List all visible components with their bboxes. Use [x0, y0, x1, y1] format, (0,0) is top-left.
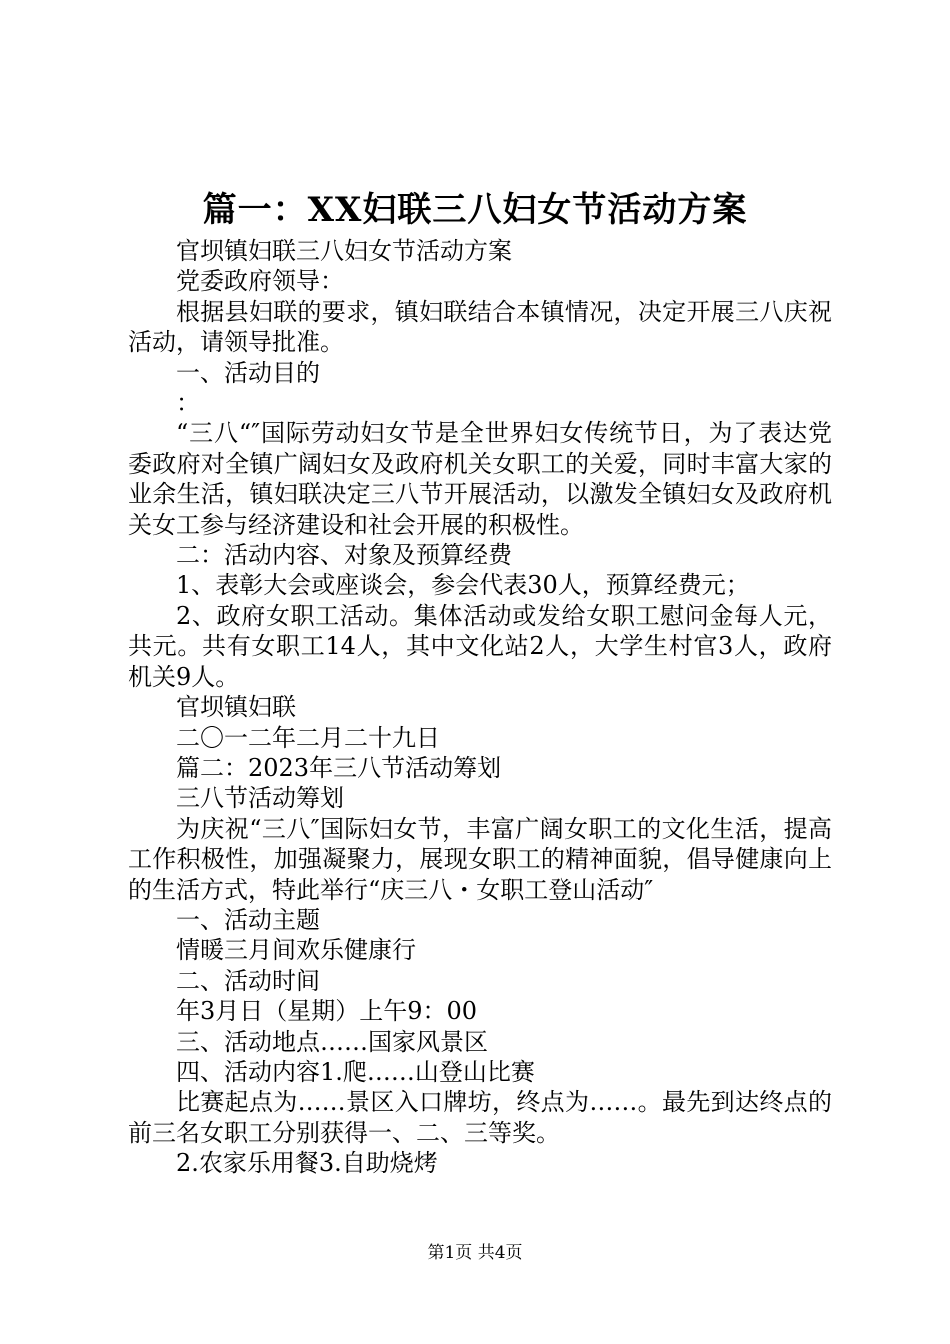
paragraph: 三八节活动筹划: [176, 784, 344, 813]
paragraph: 2、政府女职工活动。集体活动或发给女职工慰问金每人元，共元。共有女职工14人，其中文化站2人，大学生村官3人，政府机关9人。: [128, 601, 832, 691]
paragraph: “三八“″国际劳动妇女节是全世界妇女传统节日，为了表达党委政府对全镇广阔妇女及政府机关女职工的关爱，同时丰富大家的业余生活，镇妇联决定三八节开展活动，以激发全镇妇女及政府机关女工参与经济建设和社会开展的积极性。: [128, 419, 832, 539]
paragraph: 篇二：2023年三八节活动筹划: [176, 753, 502, 782]
paragraph: 为庆祝“三八″国际妇女节，丰富广阔女职工的文化生活，提高工作积极性，加强凝聚力，展现女职工的精神面貌，倡导健康向上的生活方式，特此举行“庆三八・女职工登山活动″: [128, 814, 832, 904]
document-title: 篇一：XX妇联三八妇女节活动方案: [202, 190, 748, 230]
paragraph: 官坝镇妇联: [176, 693, 296, 722]
paragraph: 一、活动目的: [176, 358, 320, 387]
paragraph: 根据县妇联的要求，镇妇联结合本镇情况，决定开展三八庆祝活动，请领导批准。: [128, 297, 832, 357]
paragraph: 党委政府领导：: [176, 267, 344, 296]
paragraph: 年3月日（星期）上午9：00: [176, 997, 478, 1026]
paragraph: 情暖三月间欢乐健康行: [176, 936, 416, 965]
paragraph: 2.农家乐用餐3.自助烧烤: [176, 1149, 438, 1178]
paragraph: 比赛起点为……景区入口牌坊，终点为……。最先到达终点的前三名女职工分别获得一、二、三等奖。: [128, 1088, 832, 1147]
document-body: [128, 236, 832, 1179]
paragraph: 三、活动地点……国家风景区: [176, 1027, 488, 1056]
paragraph: ：: [176, 389, 200, 418]
paragraph: 二〇一二年二月二十九日: [176, 723, 440, 752]
paragraph: 二：活动内容、对象及预算经费: [176, 541, 512, 570]
paragraph: 1、表彰大会或座谈会，参会代表30人，预算经费元；: [176, 571, 750, 600]
paragraph: 四、活动内容1.爬……山登山比赛: [176, 1057, 535, 1086]
paragraph: 二、活动时间: [176, 966, 320, 995]
paragraph: 官坝镇妇联三八妇女节活动方案: [176, 237, 512, 265]
page-number-footer: 第1页 共4页: [427, 1243, 523, 1263]
paragraph: 一、活动主题: [176, 905, 320, 934]
